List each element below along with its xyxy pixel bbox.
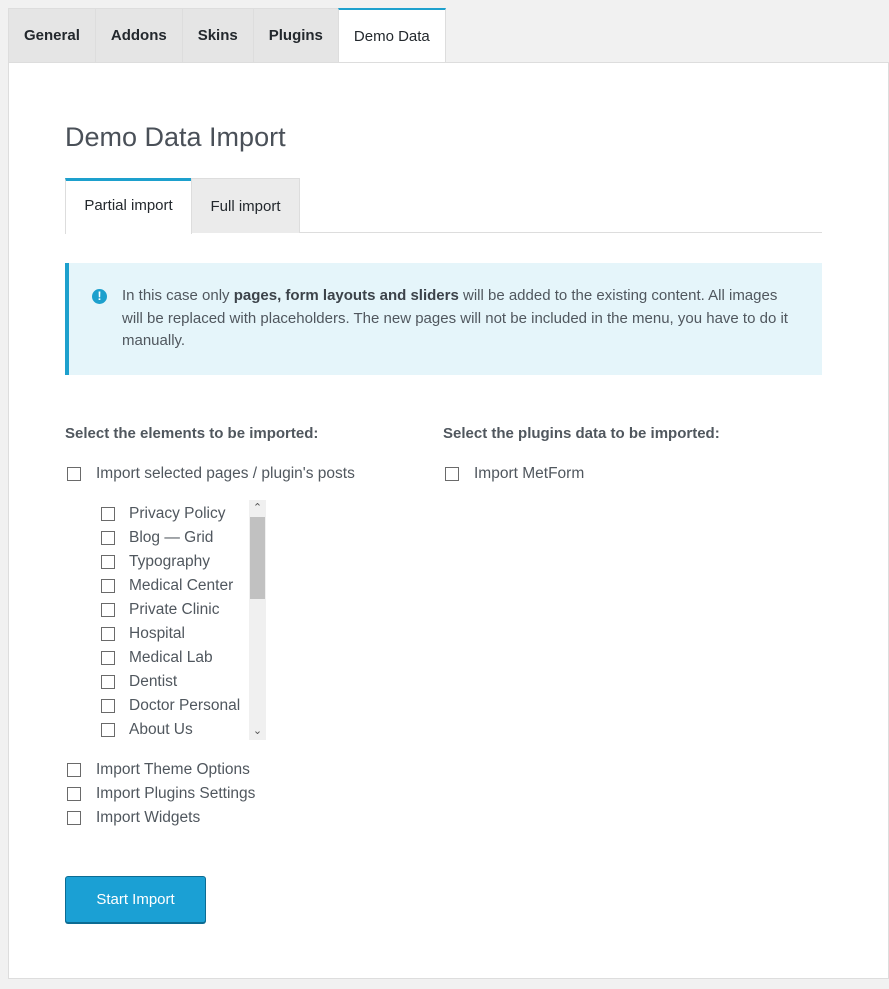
tab-skins[interactable]: Skins bbox=[182, 8, 254, 62]
list-item[interactable]: About Us bbox=[101, 720, 193, 740]
plugins-heading: Select the plugins data to be imported: bbox=[443, 425, 720, 442]
import-metform-option[interactable]: Import MetForm bbox=[445, 464, 584, 484]
page-checkbox[interactable] bbox=[101, 603, 115, 617]
page-checkbox[interactable] bbox=[101, 627, 115, 641]
page-checkbox[interactable] bbox=[101, 699, 115, 713]
tab-addons[interactable]: Addons bbox=[95, 8, 183, 62]
tab-full-import[interactable]: Full import bbox=[191, 178, 300, 233]
import-theme-options-checkbox[interactable] bbox=[67, 763, 81, 777]
import-theme-options-option[interactable]: Import Theme Options bbox=[67, 760, 250, 780]
page-checkbox[interactable] bbox=[101, 531, 115, 545]
page-title: Demo Data Import bbox=[65, 122, 286, 152]
list-item[interactable]: Doctor Personal bbox=[101, 696, 240, 716]
import-plugins-settings-checkbox[interactable] bbox=[67, 787, 81, 801]
scroll-thumb[interactable] bbox=[250, 517, 265, 599]
import-metform-checkbox[interactable] bbox=[445, 467, 459, 481]
list-scrollbar[interactable] bbox=[249, 500, 266, 740]
notice-text: In this case only pages, form layouts and sliders will be added to the existing content. All images will be replaced with placeholders. The new pages will not be included in the menu, you have to do it manually. bbox=[122, 287, 788, 349]
info-icon: ! bbox=[92, 289, 107, 304]
import-plugins-settings-option[interactable]: Import Plugins Settings bbox=[67, 784, 255, 804]
list-item[interactable]: Medical Lab bbox=[101, 648, 213, 668]
list-item[interactable]: Private Clinic bbox=[101, 600, 219, 620]
chevron-down-icon[interactable]: ⌄ bbox=[252, 725, 263, 737]
page-checkbox[interactable] bbox=[101, 555, 115, 569]
list-item[interactable]: Typography bbox=[101, 552, 210, 572]
list-item[interactable]: Privacy Policy bbox=[101, 504, 225, 524]
import-pages-option[interactable]: Import selected pages / plugin's posts bbox=[67, 464, 355, 484]
list-item[interactable]: Blog — Grid bbox=[101, 528, 213, 548]
list-item[interactable]: Hospital bbox=[101, 624, 185, 644]
import-pages-checkbox[interactable] bbox=[67, 467, 81, 481]
info-notice bbox=[65, 263, 822, 375]
elements-heading: Select the elements to be imported: bbox=[65, 425, 319, 442]
list-item[interactable]: Dentist bbox=[101, 672, 177, 692]
pages-list[interactable] bbox=[95, 500, 266, 740]
page-checkbox[interactable] bbox=[101, 651, 115, 665]
list-item[interactable]: Medical Center bbox=[101, 576, 233, 596]
tab-demo-data[interactable]: Demo Data bbox=[338, 8, 446, 63]
chevron-up-icon[interactable]: ⌃ bbox=[252, 502, 263, 514]
page-checkbox[interactable] bbox=[101, 579, 115, 593]
tab-partial-import[interactable]: Partial import bbox=[65, 178, 192, 234]
tab-general[interactable]: General bbox=[8, 8, 96, 62]
tab-plugins[interactable]: Plugins bbox=[253, 8, 339, 62]
settings-tabs bbox=[8, 8, 445, 63]
import-widgets-option[interactable]: Import Widgets bbox=[67, 808, 200, 828]
start-import-button[interactable]: Start Import bbox=[65, 876, 206, 923]
page-checkbox[interactable] bbox=[101, 507, 115, 521]
import-widgets-checkbox[interactable] bbox=[67, 811, 81, 825]
import-type-tabs bbox=[65, 178, 822, 233]
page-checkbox[interactable] bbox=[101, 675, 115, 689]
page-checkbox[interactable] bbox=[101, 723, 115, 737]
